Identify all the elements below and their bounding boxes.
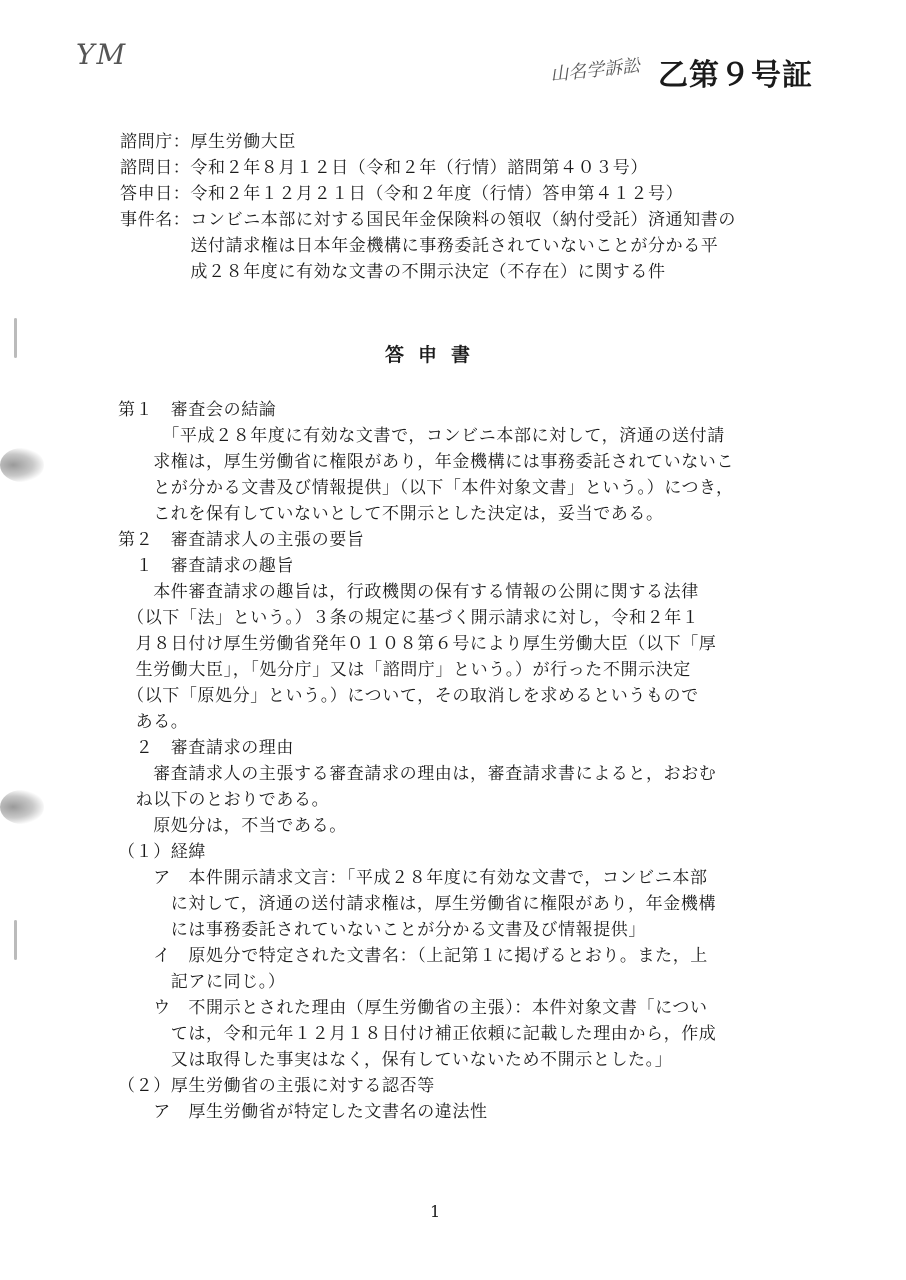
body-line: 第２ 審査請求人の主張の要旨	[118, 530, 365, 550]
body-line: 月８日付け厚生労働省発年０１０８第６号により厚生労働大臣（以下「厚	[118, 634, 717, 654]
body-line: これを保有していないとして不開示とした決定は，妥当である。	[118, 504, 664, 524]
body-line: 審査請求人の主張する審査請求の理由は，審査請求書によると，おおむ	[118, 764, 717, 784]
body-line: 第１ 審査会の結論	[118, 400, 277, 420]
header-line: 諮問庁：厚生労働大臣	[120, 132, 296, 152]
body-line: とが分かる文書及び情報提供」（以下「本件対象文書」という。）につき，	[118, 478, 734, 498]
body-line: ア 厚生労働省が特定した文書名の違法性	[118, 1102, 488, 1122]
body-block	[118, 395, 848, 1165]
body-line: には事務委託されていないことが分かる文書及び情報提供」	[118, 920, 646, 940]
body-line: ある。	[118, 712, 189, 732]
corner-handwriting: YM	[76, 38, 128, 71]
scan-edge-mark	[14, 318, 17, 358]
hole-punch-mark	[0, 448, 44, 482]
body-line: ２ 審査請求の理由	[118, 738, 294, 758]
body-line: ては，令和元年１２月１８日付け補正依頼に記載した理由から，作成	[118, 1024, 717, 1044]
document-title: 答申書	[385, 344, 485, 366]
body-line: に対して，済通の送付請求権は，厚生労働省に権限があり，年金機構	[118, 894, 717, 914]
body-line: イ 原処分で特定された文書名：（上記第１に掲げるとおり。また，上	[118, 946, 708, 966]
body-line: １ 審査請求の趣旨	[118, 556, 294, 576]
header-block	[120, 127, 820, 297]
header-line: 答申日：令和２年１２月２１日（令和２年度（行情）答申第４１２号）	[120, 184, 684, 204]
body-line: ア 本件開示請求文言：「平成２８年度に有効な文書で，コンビニ本部	[118, 868, 708, 888]
body-line: 原処分は，不当である。	[118, 816, 347, 836]
scan-edge-mark	[14, 920, 17, 960]
header-line: 事件名：コンビニ本部に対する国民年金保険料の領収（納付受託）済通知書の	[120, 210, 736, 230]
body-line: （以下「法」という。）３条の規定に基づく開示請求に対し，令和２年１	[118, 608, 700, 628]
exhibit-label: 乙第９号証	[658, 58, 813, 93]
body-line: 記アに同じ。）	[118, 972, 286, 992]
hole-punch-mark	[0, 790, 44, 824]
body-line: ウ 不開示とされた理由（厚生労働省の主張）：本件対象文書「につい	[118, 998, 708, 1018]
body-line: 本件審査請求の趣旨は，行政機関の保有する情報の公開に関する法律	[118, 582, 699, 602]
stamp-handwriting: 山名学訴訟	[549, 55, 642, 86]
body-line: 生労働大臣」，「処分庁」又は「諮問庁」という。）が行った不開示決定	[118, 660, 691, 680]
header-line: 諮問日：令和２年８月１２日（令和２年（行情）諮問第４０３号）	[120, 158, 648, 178]
body-line: 又は取得した事実はなく，保有していないため不開示とした。」	[118, 1050, 673, 1070]
header-line: 送付請求権は日本年金機構に事務委託されていないことが分かる平	[120, 236, 719, 256]
body-line: ね以下のとおりである。	[118, 790, 330, 810]
header-line: 成２８年度に有効な文書の不開示決定（不存在）に関する件	[120, 262, 666, 282]
body-line: 「平成２８年度に有効な文書で，コンビニ本部に対して，済通の送付請	[118, 426, 725, 446]
page-number: 1	[430, 1202, 441, 1221]
body-line: （以下「原処分」という。）について，その取消しを求めるというもので	[118, 686, 699, 706]
body-line: （２）厚生労働省の主張に対する認否等	[118, 1076, 435, 1096]
body-line: （１）経緯	[118, 842, 206, 862]
body-line: 求権は，厚生労働省に権限があり，年金機構には事務委託されていないこ	[118, 452, 734, 472]
